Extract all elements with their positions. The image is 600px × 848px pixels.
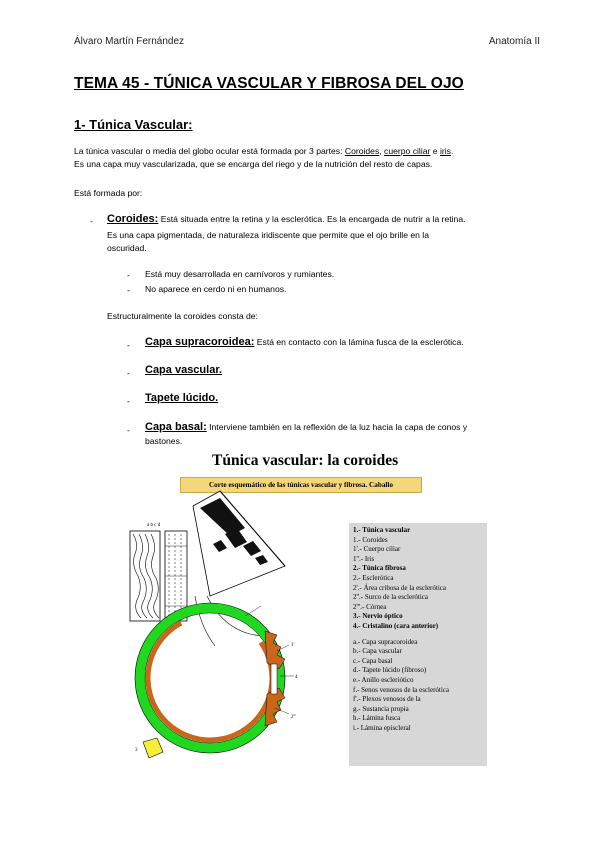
legend-entry: d.- Tapete lúcido (fibroso) [353, 666, 427, 675]
capa-text-4b: bastones. [145, 436, 183, 446]
capa-text-1: Está en contacto con la lámina fusca de la esclerótica. [254, 337, 464, 347]
capa-item-4 [145, 421, 535, 434]
legend-entry: 4.- Cristalino (cara anterior) [353, 621, 439, 630]
capa-text-4: Interviene también en la reflexión de la luz hacia la capa de conos y [206, 422, 468, 432]
link-coroides: Coroides [344, 146, 380, 156]
capa-term-1: Capa supracoroidea: [145, 336, 255, 348]
intro-line2: Es una capa muy vascularizada, que se encarga del riego y de la nutrición del resto de capas. [74, 159, 433, 169]
coroides-sub-2: No aparece en cerdo ni en humanos. [145, 284, 287, 294]
figure-legend [349, 523, 487, 766]
legend-entry: 2.- Túnica fibrosa [353, 564, 406, 573]
capa-term-4: Capa basal: [145, 421, 207, 433]
header-course: Anatomía II [488, 36, 540, 47]
legend-entry: 1'.- Cuerpo ciliar [353, 545, 401, 554]
capa-dash-1: - [127, 340, 130, 350]
coroides-term: Coroides: [107, 213, 159, 225]
legend-entry: 3.- Nervio óptico [353, 612, 403, 621]
legend-entry: 1.- Coroides [353, 535, 388, 544]
legend-entry: i.- Lámina episcleral [353, 723, 411, 732]
capa-term-3: Tapete lúcido. [145, 392, 219, 404]
coroides-text3: oscuridad. [107, 243, 147, 253]
coroides-dash: - [90, 216, 93, 226]
coroides-item [107, 213, 537, 226]
intro-sep2: e [430, 146, 440, 156]
sub-dash-1: - [127, 270, 130, 280]
intro-text: La túnica vascular o media del globo ocular está formada por 3 partes: [74, 146, 345, 156]
tissue-section-left [130, 523, 187, 621]
legend-entry: e.- Anillo escleriótico [353, 675, 414, 684]
link-iris: iris [439, 146, 451, 156]
legend-entry: 2''.- Surco de la esclerótica [353, 593, 429, 602]
coroides-text2: Es una capa pigmentada, de naturaleza iridiscente que permite que el ojo brille en la [107, 230, 429, 240]
svg-text:3: 3 [135, 748, 138, 753]
sub-dash-2: - [127, 285, 130, 295]
figure-title: Túnica vascular: la coroides [212, 452, 399, 469]
capa-dash-3: - [127, 396, 130, 406]
intro-line3: Está formada por: [74, 188, 143, 198]
legend-entry: 2'.- Área cribosa de la esclerótica [353, 583, 446, 592]
capa-item-3 [145, 392, 218, 405]
legend-entry: 1''.- Iris [353, 554, 375, 563]
capa-dash-2: - [127, 368, 130, 378]
intro-end: . [450, 146, 454, 156]
intro-paragraph [74, 145, 534, 158]
coroides-sub-1: Está muy desarrollada en carnívoros y rumiantes. [145, 269, 335, 279]
page-title: TEMA 45 - TÚNICA VASCULAR Y FIBROSA DEL OJO [74, 75, 464, 92]
coroides-text1: Está situada entre la retina y la esclerótica. Es la encargada de nutrir a la retina. [158, 214, 466, 224]
header-author: Álvaro Martín Fernández [74, 36, 185, 47]
tissue-section-wedge [193, 491, 285, 646]
legend-entry: c.- Capa basal [353, 656, 393, 665]
consta-text: Estructuralmente la coroides consta de: [107, 311, 258, 321]
capa-item-2 [145, 364, 222, 377]
legend-entry: a.- Capa supracoroidea [353, 637, 418, 646]
svg-text:a b c d: a b c d [147, 523, 161, 528]
capa-term-2: Capa vascular. [145, 364, 223, 376]
svg-text:4: 4 [295, 675, 298, 680]
legend-entry: 2'''.- Córnea [353, 602, 387, 611]
figure-subtitle: Corte esquemático de las túnicas vascular y fibrosa. Caballo [180, 477, 422, 493]
capa-dash-4: - [127, 425, 130, 435]
legend-entry: 1.- Túnica vascular [353, 526, 411, 534]
legend-entry: g.- Sustancia propia [353, 704, 409, 713]
legend-entry: b.- Capa vascular [353, 647, 402, 656]
link-cuerpo-ciliar: cuerpo ciliar [384, 146, 431, 156]
svg-text:2''': 2''' [291, 715, 297, 720]
legend-entry: f'.- Plexos venosos de la [353, 695, 421, 704]
capa-item-1 [145, 336, 464, 349]
legend-entry: h.- Lámina fusca [353, 714, 401, 723]
intro-sep1: , [379, 146, 385, 156]
legend-entry: 2.- Esclerótica [353, 573, 394, 582]
svg-text:1': 1' [291, 643, 295, 648]
section-heading: 1- Túnica Vascular: [74, 117, 193, 132]
legend-entry: f.- Senos venosos de la esclerótica [353, 685, 450, 694]
